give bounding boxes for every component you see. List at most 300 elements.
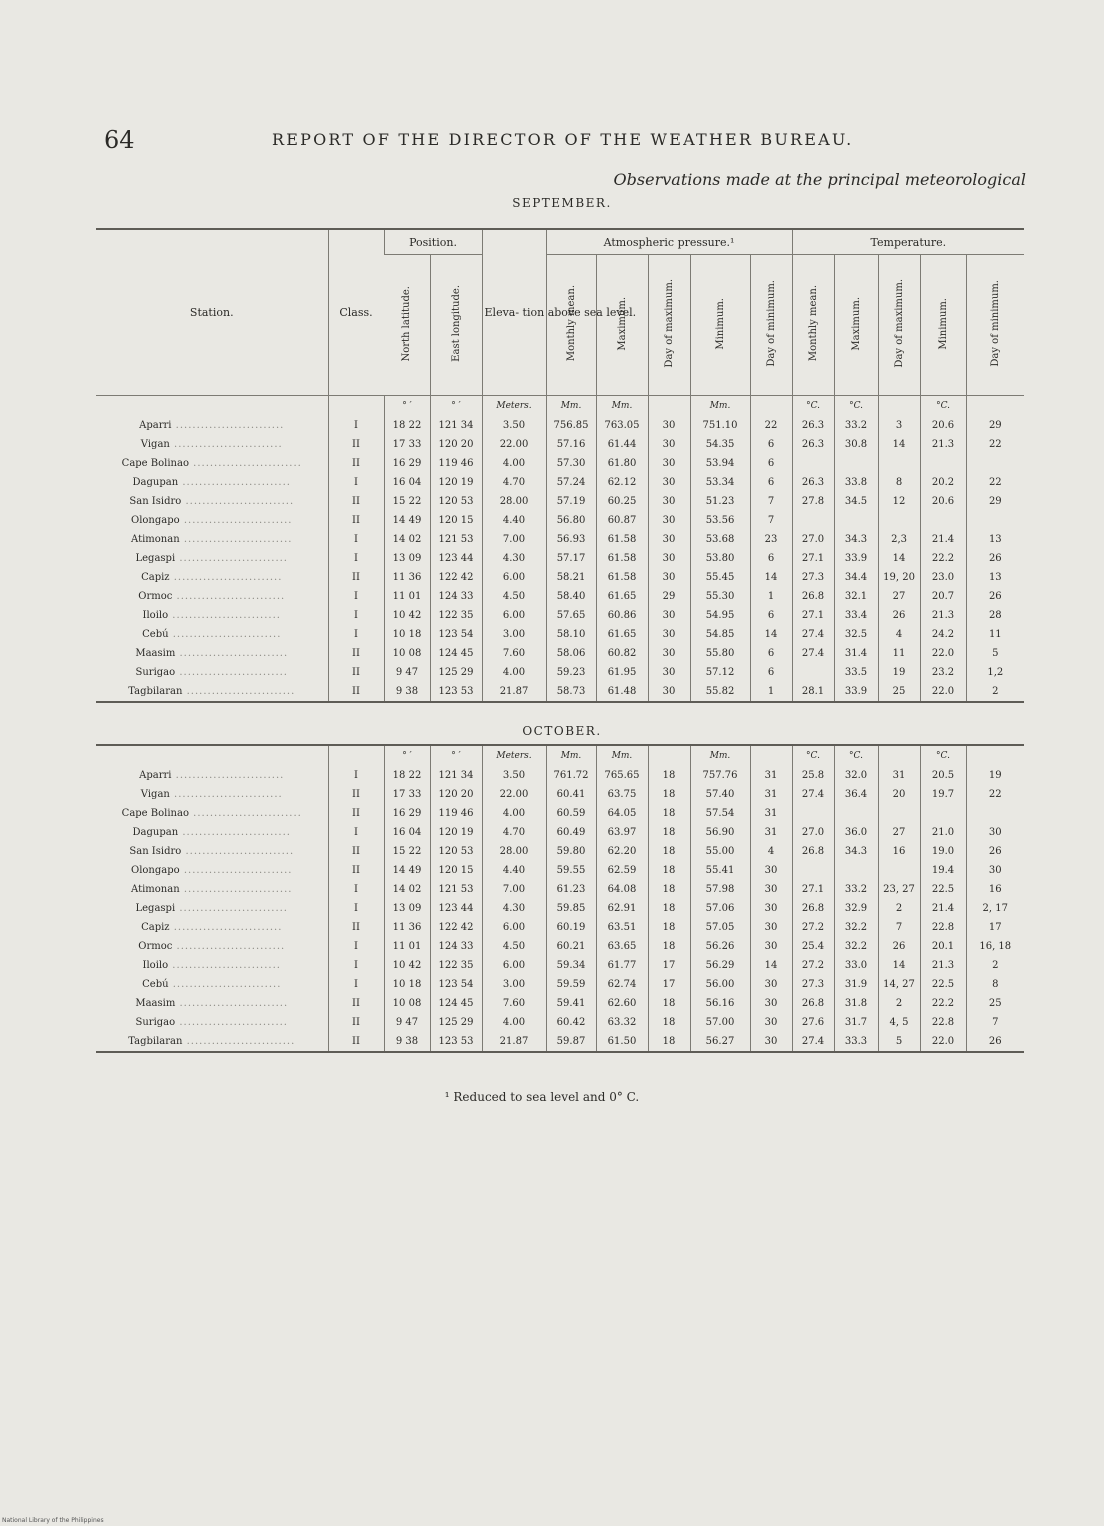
table-row	[96, 511, 1024, 530]
north-latitude: 16 04	[384, 473, 430, 492]
temp-day-max: 27	[878, 587, 920, 606]
station-class: II	[328, 1013, 384, 1032]
station-name	[96, 785, 328, 804]
station-name	[96, 568, 328, 587]
temp-day-max	[878, 861, 920, 880]
pressure-day-max: 30	[648, 568, 690, 587]
pressure-max: 62.91	[596, 899, 648, 918]
pressure-min: 55.30	[690, 587, 750, 606]
north-latitude: 10 08	[384, 994, 430, 1013]
pressure-day-min: 30	[750, 975, 792, 994]
pressure-min: 57.40	[690, 785, 750, 804]
table-row	[96, 956, 1024, 975]
temp-day-max: 26	[878, 606, 920, 625]
north-latitude: 11 01	[384, 587, 430, 606]
leader-dots: ..........................	[175, 903, 288, 914]
station-class: II	[328, 454, 384, 473]
temp-max: 33.3	[834, 1032, 878, 1052]
station-class: II	[328, 511, 384, 530]
temp-max: 33.2	[834, 416, 878, 435]
temp-max: 34.3	[834, 842, 878, 861]
pressure-max: 61.44	[596, 435, 648, 454]
north-latitude: 16 29	[384, 804, 430, 823]
leader-dots: ..........................	[175, 1017, 288, 1028]
pressure-max: 63.75	[596, 785, 648, 804]
temp-max: 32.2	[834, 918, 878, 937]
station-name	[96, 530, 328, 549]
temp-min: 22.0	[920, 644, 966, 663]
elevation: 7.00	[482, 530, 546, 549]
station-label: Vigan	[140, 789, 170, 800]
temp-mean: 26.8	[792, 842, 834, 861]
pressure-day-min: 14	[750, 956, 792, 975]
station-name	[96, 416, 328, 435]
temp-mean: 27.3	[792, 975, 834, 994]
north-latitude: 10 18	[384, 625, 430, 644]
leader-dots: ..........................	[169, 572, 283, 583]
pressure-day-max: 30	[648, 530, 690, 549]
station-class: II	[328, 663, 384, 682]
east-longitude: 121 53	[430, 880, 482, 899]
pressure-day-max: 18	[648, 823, 690, 842]
temp-min: 20.1	[920, 937, 966, 956]
pressure-max: 61.77	[596, 956, 648, 975]
temp-day-max: 2	[878, 899, 920, 918]
temp-max	[834, 804, 878, 823]
pressure-min: 57.00	[690, 1013, 750, 1032]
leader-dots: ..........................	[175, 998, 289, 1009]
unit-label: Meters.	[482, 745, 546, 766]
pressure-day-max: 18	[648, 861, 690, 880]
leader-dots: ..........................	[172, 591, 286, 602]
leader-dots: ..........................	[169, 789, 283, 800]
pressure-day-min: 6	[750, 663, 792, 682]
temp-day-min: 26	[966, 587, 1024, 606]
pressure-day-max: 30	[648, 511, 690, 530]
unit-label: °C.	[920, 745, 966, 766]
station-label: Aparri	[139, 770, 172, 781]
temp-mean: 27.1	[792, 549, 834, 568]
table-row	[96, 880, 1024, 899]
temp-mean: 27.4	[792, 1032, 834, 1052]
unit-label: ° ′	[430, 745, 482, 766]
elevation: 28.00	[482, 842, 546, 861]
pressure-min: 751.10	[690, 416, 750, 435]
pressure-min: 51.23	[690, 492, 750, 511]
unit-label: Mm.	[690, 396, 750, 417]
north-latitude: 10 42	[384, 606, 430, 625]
temp-max: 33.2	[834, 880, 878, 899]
east-longitude: 119 46	[430, 454, 482, 473]
temp-day-min: 28	[966, 606, 1024, 625]
pressure-min: 54.85	[690, 625, 750, 644]
temp-max: 32.5	[834, 625, 878, 644]
pressure-mean: 60.49	[546, 823, 596, 842]
unit-label: °C.	[834, 745, 878, 766]
pressure-max: 63.65	[596, 937, 648, 956]
temp-max: 34.3	[834, 530, 878, 549]
table-row	[96, 899, 1024, 918]
table-row	[96, 492, 1024, 511]
table-row	[96, 644, 1024, 663]
temp-min: 21.4	[920, 899, 966, 918]
pressure-day-min: 7	[750, 511, 792, 530]
temp-day-max: 3	[878, 416, 920, 435]
elevation: 3.00	[482, 975, 546, 994]
temp-mean	[792, 861, 834, 880]
temp-max-header: Maximum.	[850, 296, 862, 351]
elevation: 21.87	[482, 1032, 546, 1052]
pressure-header: Atmospheric pressure.¹	[546, 229, 792, 255]
elevation-header: Eleva- tion above sea level.	[482, 229, 546, 396]
pressure-min: 57.06	[690, 899, 750, 918]
pressure-mean: 58.73	[546, 682, 596, 702]
east-longitude: 124 33	[430, 937, 482, 956]
east-longitude: 120 19	[430, 823, 482, 842]
station-name	[96, 861, 328, 880]
pressure-mean: 58.06	[546, 644, 596, 663]
temp-max: 31.7	[834, 1013, 878, 1032]
temp-day-min: 13	[966, 568, 1024, 587]
table-row	[96, 416, 1024, 435]
table-row	[96, 473, 1024, 492]
pressure-max: 63.97	[596, 823, 648, 842]
pressure-min: 757.76	[690, 766, 750, 785]
station-class: I	[328, 473, 384, 492]
east-longitude: 120 20	[430, 435, 482, 454]
temp-day-max: 2,3	[878, 530, 920, 549]
pressure-day-max: 30	[648, 625, 690, 644]
unit-label: Meters.	[482, 396, 546, 417]
temp-max: 32.9	[834, 899, 878, 918]
north-latitude: 9 47	[384, 663, 430, 682]
pressure-day-min: 6	[750, 606, 792, 625]
north-latitude: 17 33	[384, 435, 430, 454]
station-label: Ormoc	[138, 591, 173, 602]
station-label: Olongapo	[131, 865, 180, 876]
station-name	[96, 994, 328, 1013]
pressure-min: 57.12	[690, 663, 750, 682]
temp-min: 21.3	[920, 956, 966, 975]
station-name	[96, 663, 328, 682]
leader-dots: ..........................	[169, 922, 283, 933]
temp-mean	[792, 454, 834, 473]
temp-mean: 28.1	[792, 682, 834, 702]
elevation: 7.60	[482, 644, 546, 663]
pressure-day-min: 14	[750, 568, 792, 587]
leader-dots: ..........................	[169, 439, 283, 450]
pressure-min: 55.00	[690, 842, 750, 861]
temp-day-max: 14, 27	[878, 975, 920, 994]
pressure-max: 61.50	[596, 1032, 648, 1052]
east-longitude: 124 33	[430, 587, 482, 606]
leader-dots: ..........................	[175, 553, 288, 564]
station-class: II	[328, 682, 384, 702]
station-label: Legaspi	[135, 553, 176, 564]
temp-max: 33.8	[834, 473, 878, 492]
north-latitude: 11 36	[384, 918, 430, 937]
temp-day-max: 14	[878, 549, 920, 568]
pressure-mean: 56.93	[546, 530, 596, 549]
table-row	[96, 1032, 1024, 1052]
pressure-min: 53.80	[690, 549, 750, 568]
north-latitude: 14 49	[384, 861, 430, 880]
temp-min: 21.3	[920, 435, 966, 454]
pressure-day-max: 30	[648, 644, 690, 663]
pressure-mean: 61.23	[546, 880, 596, 899]
east-longitude: 125 29	[430, 1013, 482, 1032]
temp-mean: 25.8	[792, 766, 834, 785]
temp-min: 20.2	[920, 473, 966, 492]
pressure-day-min: 30	[750, 880, 792, 899]
pressure-day-min: 30	[750, 899, 792, 918]
east-longitude: 122 42	[430, 568, 482, 587]
north-latitude: 15 22	[384, 492, 430, 511]
temp-day-min: 16, 18	[966, 937, 1024, 956]
unit-label: °C.	[834, 396, 878, 417]
unit-label: Mm.	[690, 745, 750, 766]
temp-day-max: 19	[878, 663, 920, 682]
temp-min: 20.6	[920, 492, 966, 511]
unit-label: ° ′	[430, 396, 482, 417]
station-class: I	[328, 587, 384, 606]
elevation: 4.00	[482, 804, 546, 823]
temp-max: 32.0	[834, 766, 878, 785]
elevation: 4.40	[482, 511, 546, 530]
pressure-day-max: 30	[648, 606, 690, 625]
east-longitude: 122 35	[430, 956, 482, 975]
east-longitude: 123 54	[430, 975, 482, 994]
elevation: 4.50	[482, 587, 546, 606]
north-latitude: 9 47	[384, 1013, 430, 1032]
pressure-day-min: 7	[750, 492, 792, 511]
temp-min: 22.8	[920, 1013, 966, 1032]
station-class: II	[328, 994, 384, 1013]
pressure-day-min: 30	[750, 918, 792, 937]
temp-mean: 26.3	[792, 416, 834, 435]
temp-max: 30.8	[834, 435, 878, 454]
pressure-max: 60.87	[596, 511, 648, 530]
leader-dots: ..........................	[182, 686, 296, 697]
temp-max: 36.4	[834, 785, 878, 804]
unit-label: Mm.	[546, 745, 596, 766]
station-name	[96, 804, 328, 823]
pressure-max: 62.59	[596, 861, 648, 880]
pressure-min: 54.35	[690, 435, 750, 454]
station-label: Tagbilaran	[128, 686, 183, 697]
station-class: II	[328, 804, 384, 823]
temp-mean: 27.8	[792, 492, 834, 511]
temp-day-max	[878, 454, 920, 473]
temp-max: 33.9	[834, 682, 878, 702]
station-name	[96, 682, 328, 702]
station-class: I	[328, 956, 384, 975]
table-row	[96, 625, 1024, 644]
station-class: I	[328, 606, 384, 625]
north-latitude: 9 38	[384, 682, 430, 702]
pressure-min-header: Minimum.	[714, 297, 726, 350]
pressure-mean: 58.40	[546, 587, 596, 606]
pressure-day-max: 18	[648, 899, 690, 918]
elevation: 3.50	[482, 766, 546, 785]
pressure-min: 55.82	[690, 682, 750, 702]
temp-max: 31.9	[834, 975, 878, 994]
station-name	[96, 937, 328, 956]
pressure-mean: 59.23	[546, 663, 596, 682]
station-class: I	[328, 530, 384, 549]
station-label: Maasim	[135, 998, 176, 1009]
pressure-mean-header: Monthly mean.	[565, 285, 577, 362]
elevation: 22.00	[482, 785, 546, 804]
pressure-min: 53.34	[690, 473, 750, 492]
temp-day-min: 22	[966, 435, 1024, 454]
temp-day-min: 8	[966, 975, 1024, 994]
elevation: 6.00	[482, 606, 546, 625]
temp-min: 20.7	[920, 587, 966, 606]
pressure-day-min: 6	[750, 435, 792, 454]
table-row	[96, 975, 1024, 994]
east-longitude: 120 53	[430, 492, 482, 511]
east-longitude: 120 20	[430, 785, 482, 804]
north-latitude: 10 08	[384, 644, 430, 663]
station-label: Olongapo	[131, 515, 180, 526]
temp-min: 22.8	[920, 918, 966, 937]
temp-min: 21.0	[920, 823, 966, 842]
pressure-day-min: 6	[750, 644, 792, 663]
september-heading: SEPTEMBER.	[512, 196, 612, 210]
pressure-day-min: 1	[750, 587, 792, 606]
elevation: 22.00	[482, 435, 546, 454]
pressure-max: 62.60	[596, 994, 648, 1013]
temp-mean: 26.8	[792, 899, 834, 918]
temp-mean: 27.4	[792, 785, 834, 804]
east-longitude: 124 45	[430, 994, 482, 1013]
station-label: Cape Bolinao	[121, 458, 189, 469]
pressure-min: 54.95	[690, 606, 750, 625]
temp-max	[834, 861, 878, 880]
temp-day-max: 12	[878, 492, 920, 511]
pressure-day-max-header: Day of maximum.	[663, 279, 675, 368]
station-class: II	[328, 918, 384, 937]
station-class: I	[328, 880, 384, 899]
elevation: 4.70	[482, 473, 546, 492]
temp-min: 20.6	[920, 416, 966, 435]
pressure-mean: 56.80	[546, 511, 596, 530]
temp-day-min: 22	[966, 473, 1024, 492]
pressure-max: 61.65	[596, 625, 648, 644]
temp-mean: 27.0	[792, 823, 834, 842]
pressure-day-min-header: Day of minimum.	[765, 280, 777, 367]
temp-day-min	[966, 511, 1024, 530]
pressure-mean: 761.72	[546, 766, 596, 785]
pressure-day-max: 30	[648, 682, 690, 702]
temp-max: 33.4	[834, 606, 878, 625]
pressure-max: 64.08	[596, 880, 648, 899]
station-label: Cape Bolinao	[121, 808, 189, 819]
temp-min: 19.7	[920, 785, 966, 804]
table-row	[96, 766, 1024, 785]
pressure-mean: 58.10	[546, 625, 596, 644]
pressure-min: 56.00	[690, 975, 750, 994]
table-row	[96, 435, 1024, 454]
table-row	[96, 663, 1024, 682]
leader-dots: ..........................	[168, 610, 281, 621]
table-row	[96, 606, 1024, 625]
pressure-min: 56.27	[690, 1032, 750, 1052]
pressure-mean: 60.41	[546, 785, 596, 804]
leader-dots: ..........................	[171, 420, 285, 431]
library-caption: National Library of the Philippines	[2, 1517, 104, 1524]
table-row	[96, 842, 1024, 861]
pressure-day-min: 6	[750, 454, 792, 473]
temp-min: 20.5	[920, 766, 966, 785]
leader-dots: ..........................	[179, 865, 293, 876]
temp-min-header: Minimum.	[937, 297, 949, 350]
elevation: 4.50	[482, 937, 546, 956]
station-class: II	[328, 842, 384, 861]
pressure-day-max: 18	[648, 1032, 690, 1052]
temp-day-min: 22	[966, 785, 1024, 804]
temp-mean: 26.3	[792, 473, 834, 492]
temp-day-min: 1,2	[966, 663, 1024, 682]
pressure-day-min: 31	[750, 823, 792, 842]
pressure-max: 61.58	[596, 568, 648, 587]
east-longitude: 123 44	[430, 899, 482, 918]
unit-label: ° ′	[384, 396, 430, 417]
temp-day-min: 26	[966, 549, 1024, 568]
pressure-max: 61.48	[596, 682, 648, 702]
temp-day-min	[966, 804, 1024, 823]
temp-min	[920, 804, 966, 823]
station-name	[96, 823, 328, 842]
temp-mean: 27.2	[792, 956, 834, 975]
table-row	[96, 530, 1024, 549]
pressure-day-max: 18	[648, 918, 690, 937]
station-label: Atimonan	[131, 884, 180, 895]
pressure-min: 56.29	[690, 956, 750, 975]
temp-max: 33.0	[834, 956, 878, 975]
station-name	[96, 435, 328, 454]
table-row	[96, 937, 1024, 956]
temp-day-min: 2, 17	[966, 899, 1024, 918]
pressure-max: 62.20	[596, 842, 648, 861]
elevation: 6.00	[482, 918, 546, 937]
pressure-max: 60.82	[596, 644, 648, 663]
elevation: 4.70	[482, 823, 546, 842]
station-name	[96, 644, 328, 663]
temp-mean: 27.1	[792, 606, 834, 625]
leader-dots: ..........................	[168, 960, 281, 971]
pressure-day-min: 31	[750, 766, 792, 785]
station-label: Capiz	[141, 922, 170, 933]
pressure-mean: 60.21	[546, 937, 596, 956]
station-label: Maasim	[135, 648, 176, 659]
elevation: 4.30	[482, 549, 546, 568]
temp-day-min: 26	[966, 1032, 1024, 1052]
north-latitude: 14 02	[384, 530, 430, 549]
station-name	[96, 511, 328, 530]
temp-max: 31.4	[834, 644, 878, 663]
station-class: I	[328, 823, 384, 842]
temp-day-min: 2	[966, 956, 1024, 975]
temp-day-max: 16	[878, 842, 920, 861]
pressure-max: 61.58	[596, 549, 648, 568]
temp-max	[834, 454, 878, 473]
leader-dots: ..........................	[172, 941, 286, 952]
temp-max	[834, 511, 878, 530]
table-row	[96, 587, 1024, 606]
pressure-day-max: 30	[648, 549, 690, 568]
